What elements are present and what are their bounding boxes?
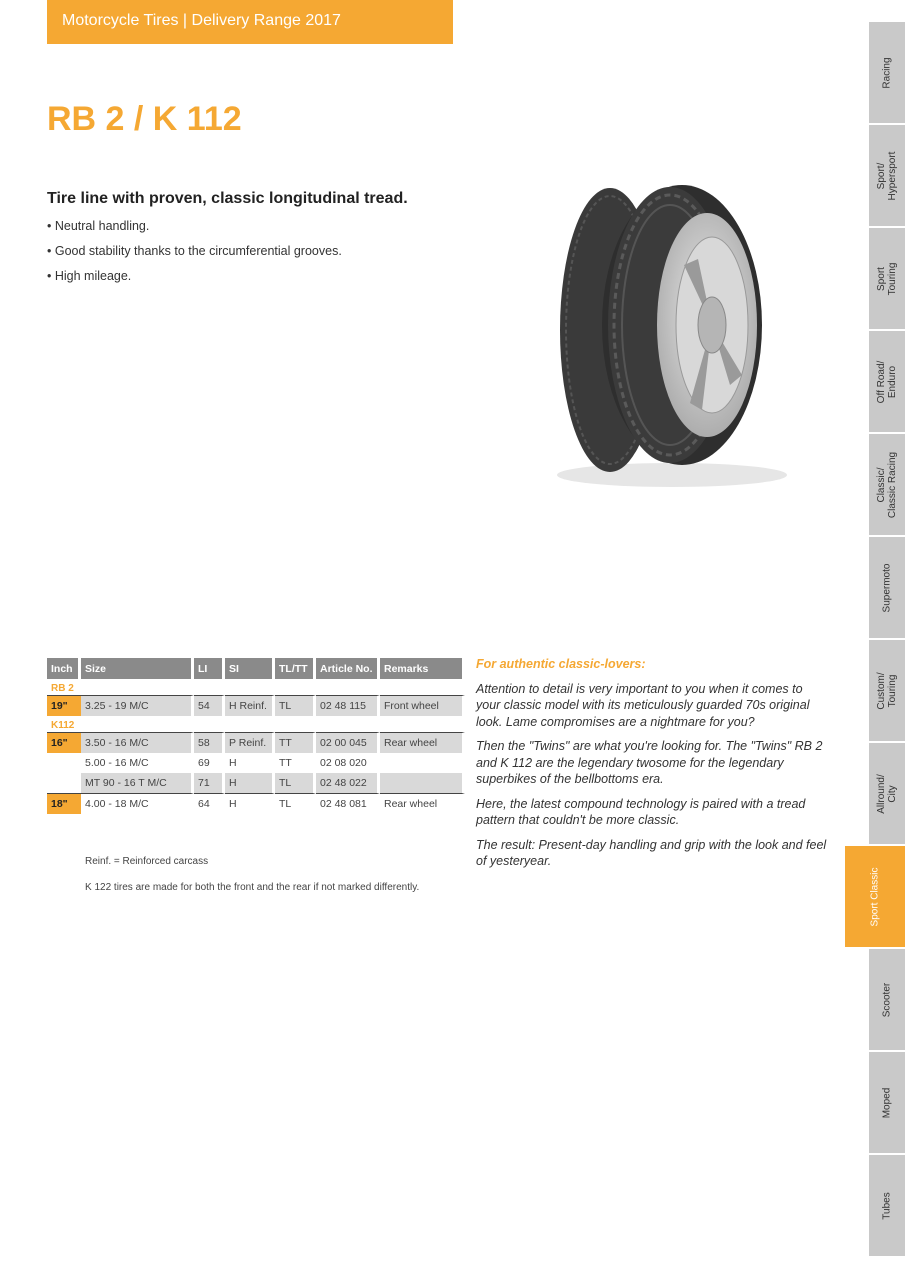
- column-header-article: Article No.: [316, 658, 380, 679]
- feature-list: [47, 219, 342, 294]
- tab-label: Racing: [881, 56, 893, 89]
- load-index: 54: [194, 695, 225, 716]
- tire-size: 3.25 - 19 M/C: [81, 695, 194, 716]
- description-column: [476, 656, 828, 878]
- article-no: 02 08 020: [316, 753, 380, 773]
- description-heading: For authentic classic-lovers:: [476, 657, 646, 671]
- tl-tt: TL: [275, 793, 316, 814]
- tl-tt: TL: [275, 695, 316, 716]
- article-no: 02 00 045: [316, 732, 380, 753]
- speed-index: H: [225, 753, 275, 773]
- description-paragraph: Here, the latest compound technology is paired with a tread pattern that couldn't be more classic.: [476, 796, 806, 827]
- feature-item: • Good stability thanks to the circumferential grooves.: [47, 244, 342, 258]
- speed-index: H: [225, 793, 275, 814]
- tire-size: 5.00 - 16 M/C: [81, 753, 194, 773]
- footnote-k122: K 122 tires are made for both the front and the rear if not marked differently.: [85, 882, 420, 893]
- article-no: 02 48 022: [316, 773, 380, 793]
- table-row: [47, 793, 465, 814]
- group-label: K112: [51, 719, 75, 731]
- tire-image: [552, 175, 802, 495]
- column-header-inch: Inch: [47, 658, 81, 679]
- feature-item: • Neutral handling.: [47, 219, 150, 233]
- tire-size: 4.00 - 18 M/C: [81, 793, 194, 814]
- table-row: [47, 753, 465, 773]
- column-header-tltt: TL/TT: [275, 658, 316, 679]
- rim-size: 16": [47, 732, 81, 753]
- product-subtitle: Tire line with proven, classic longitudinal tread.: [47, 190, 408, 207]
- tab-label: Classic/ Classic Racing: [876, 451, 898, 518]
- description-paragraph: Attention to detail is very important to you when it comes to your classic model with its meticulously guarded 70s original look. Lame compromises are a nightmare for you?: [476, 681, 810, 729]
- table-row: [47, 732, 465, 753]
- load-index: 58: [194, 732, 225, 753]
- article-no: 02 48 081: [316, 793, 380, 814]
- tab-label: Off Road/ Enduro: [876, 360, 898, 403]
- header-title: Motorcycle Tires | Delivery Range 2017: [62, 12, 341, 29]
- tab-label: Scooter: [881, 982, 893, 1017]
- table-row: [47, 773, 465, 793]
- rim-size: [47, 753, 81, 773]
- table-row: [47, 695, 465, 716]
- tab-scooter[interactable]: [869, 949, 905, 1050]
- column-header-si: SI: [225, 658, 275, 679]
- remarks: Rear wheel: [380, 732, 465, 753]
- tab-allround-city[interactable]: [869, 743, 905, 844]
- tab-supermoto[interactable]: [869, 537, 905, 638]
- tab-racing[interactable]: [869, 22, 905, 123]
- tab-tubes[interactable]: [869, 1155, 905, 1256]
- tab-custom-touring[interactable]: [869, 640, 905, 741]
- speed-index: H: [225, 773, 275, 793]
- group-label: RB 2: [51, 682, 74, 694]
- tab-label: Sport/ Hypersport: [876, 151, 898, 200]
- remarks: Rear wheel: [380, 793, 465, 814]
- rim-size: [47, 773, 81, 793]
- tab-label: Moped: [881, 1087, 893, 1118]
- rim-size: 18": [47, 793, 81, 814]
- tab-sport-touring[interactable]: [869, 228, 905, 329]
- rim-size: 19": [47, 695, 81, 716]
- remarks: Front wheel: [380, 695, 465, 716]
- tire-spec-table: [47, 658, 465, 814]
- column-header-size: Size: [81, 658, 194, 679]
- tab-sport-hypersport[interactable]: [869, 125, 905, 226]
- header-bar: [47, 0, 453, 44]
- load-index: 71: [194, 773, 225, 793]
- tl-tt: TT: [275, 753, 316, 773]
- tab-classic-racing[interactable]: [869, 434, 905, 535]
- tire-size: 3.50 - 16 M/C: [81, 732, 194, 753]
- column-header-li: LI: [194, 658, 225, 679]
- feature-item: • High mileage.: [47, 269, 132, 283]
- tab-label: Sport Touring: [876, 262, 898, 295]
- tl-tt: TL: [275, 773, 316, 793]
- column-header-remarks: Remarks: [380, 658, 465, 679]
- footnote-reinforced: Reinf. = Reinforced carcass: [85, 856, 209, 867]
- speed-index: P Reinf.: [225, 732, 275, 753]
- tire-size: MT 90 - 16 T M/C: [81, 773, 194, 793]
- speed-index: H Reinf.: [225, 695, 275, 716]
- tab-label: Custom/ Touring: [876, 671, 898, 710]
- tab-label: Allround/ City: [876, 773, 898, 814]
- tab-label: Tubes: [881, 1191, 893, 1220]
- load-index: 64: [194, 793, 225, 814]
- page-title: RB 2 / K 112: [47, 100, 242, 138]
- tab-label: Supermoto: [881, 563, 893, 612]
- description-paragraph: The result: Present-day handling and grip with the look and feel of yesteryear.: [476, 837, 827, 868]
- load-index: 69: [194, 753, 225, 773]
- tl-tt: TT: [275, 732, 316, 753]
- tab-sport-classic[interactable]: [845, 846, 905, 947]
- tab-off-road-enduro[interactable]: [869, 331, 905, 432]
- tab-moped[interactable]: [869, 1052, 905, 1153]
- tab-label: Sport Classic: [869, 867, 881, 926]
- article-no: 02 48 115: [316, 695, 380, 716]
- remarks: [380, 753, 465, 773]
- remarks: [380, 773, 465, 793]
- description-paragraph: Then the "Twins" are what you're looking for. The "Twins" RB 2 and K 112 are the legendary twosome for the legendary superbikes of the bellbottoms era.: [476, 739, 823, 786]
